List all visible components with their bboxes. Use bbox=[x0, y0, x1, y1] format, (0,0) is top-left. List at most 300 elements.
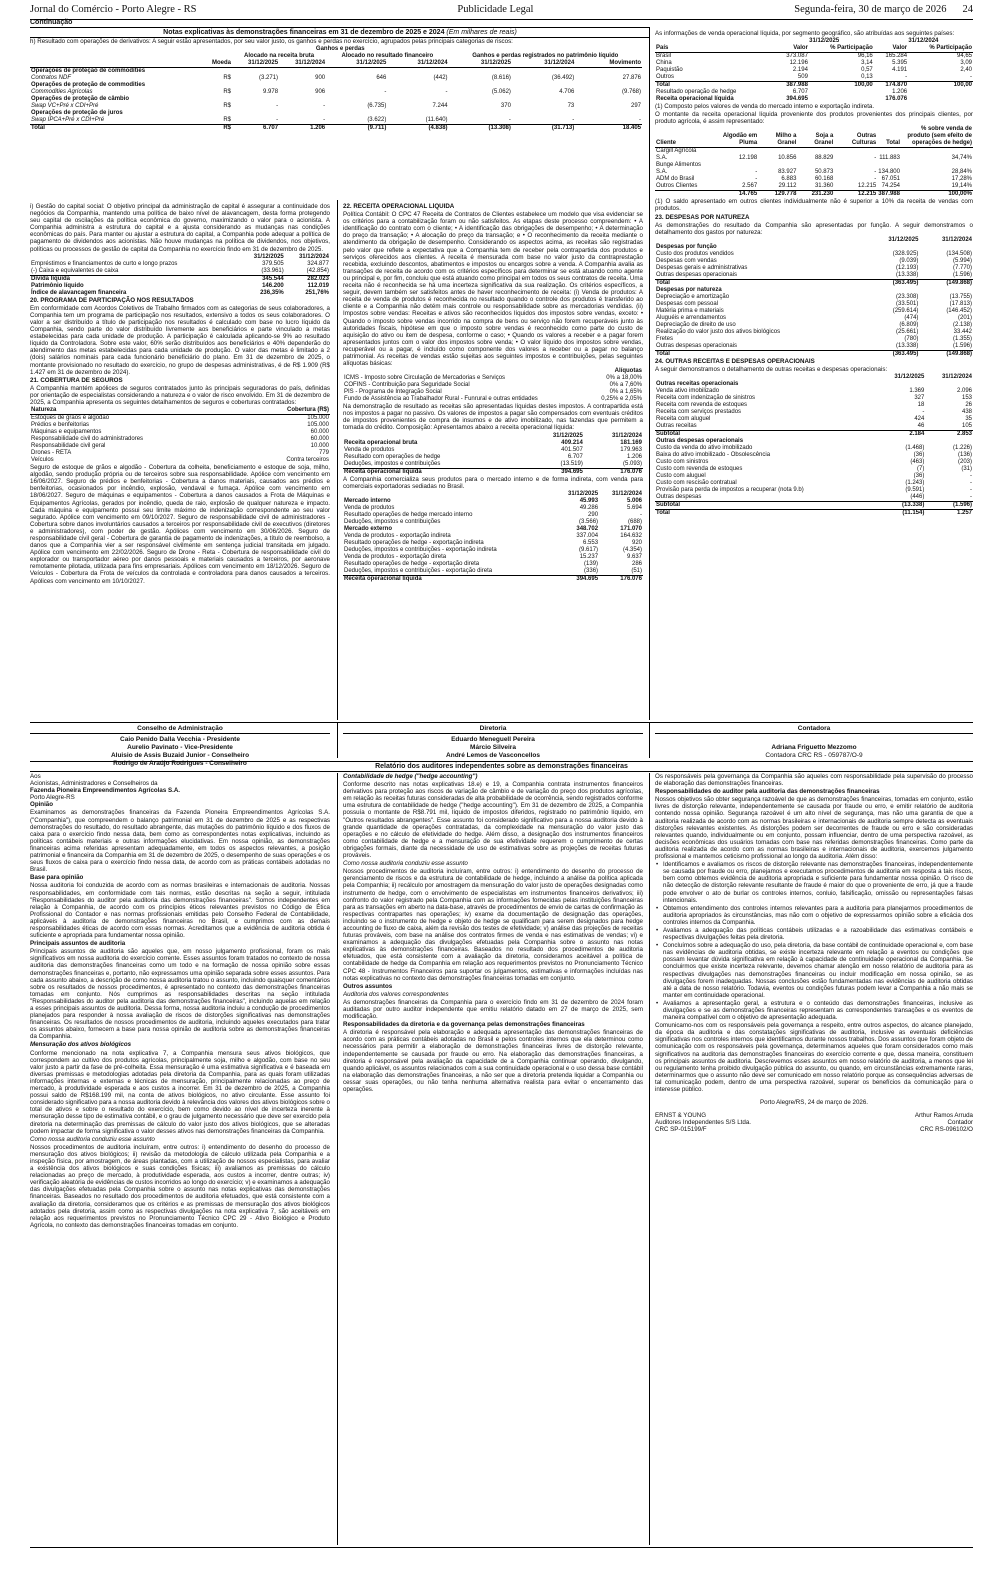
row-value: 920 bbox=[631, 539, 642, 546]
report-rule-top bbox=[30, 761, 973, 762]
col-date: 31/12/2024 bbox=[544, 60, 575, 67]
row-label: Custo dos produtos vendidos bbox=[656, 250, 734, 257]
row-label: Receita operacional líquida bbox=[656, 96, 734, 103]
auditor-resp-heading: Responsabilidades do auditor pela auditoria das demonstrações financeiras bbox=[655, 788, 880, 796]
col-date: 31/12/2025 bbox=[253, 253, 284, 260]
col-valor: Valor bbox=[793, 45, 808, 52]
col-date: 31/12/2025 bbox=[888, 236, 919, 243]
row-value: 94,65 bbox=[956, 53, 972, 60]
table-row bbox=[30, 110, 642, 117]
table-row bbox=[655, 279, 973, 287]
row-value: 100,00 bbox=[908, 82, 973, 90]
row-value: (1.243) bbox=[905, 480, 925, 487]
col-date: 31/12/2025 bbox=[480, 60, 511, 67]
section-name: Publicidade Legal bbox=[457, 4, 534, 15]
table-row bbox=[343, 568, 643, 576]
row-label: Contratos NDF bbox=[31, 75, 72, 82]
row-value: 10.856 bbox=[778, 155, 797, 162]
geo-text2: O montante da receita operacional líquida proveniente dos produtos provenientes dos principais clientes, por produto agrícola, é assim representado: bbox=[655, 111, 973, 126]
row-value bbox=[279, 82, 326, 89]
row-label: Bunge Alimentos S.A. bbox=[656, 162, 702, 176]
row-value: - bbox=[323, 103, 326, 110]
row-value: 7.244 bbox=[432, 103, 448, 110]
opinion-text: Examinamos as demonstrações financeiras da Fazenda Pioneira Empreendimentos Agrícolas S.A. ("Companhia"), que compreendem o balanço patrimonial em 31 de dezembro de 2025 e as respectivas demonstrações do resultado, do resultado abrangente, das mutações do patrimônio líquido e dos fluxos de caixa para o exercício findo nessa data, bem como as correspondentes notas explicativas, incluindo as políticas contábeis materiais e outras informações elucidativas. Em nossa opinião, as demonstrações financeiras acima referidas apresentam adequadamente, em todos os aspectos relevantes, a posição patrimonial e financeira da Companhia em 31 de dezembro de 2025, o desempenho de suas operações e os seus fluxos de caixa para o exercício findo nessa data, de acordo com as práticas contábeis adotadas no Brasil. bbox=[30, 809, 330, 874]
row-label: Dívida líquida bbox=[30, 275, 240, 283]
table-row bbox=[655, 409, 973, 416]
table-row bbox=[30, 96, 642, 103]
row-value: 6.553 bbox=[583, 539, 599, 546]
note20-text: Em conformidade com Acordos Coletivos de Trabalho firmados com as categorias de seus colaboradores, a Companhia tem um programa de participação nos resultados, extensivo a todos os seus colaboradores. O valor a ser distribuído a título de participação nos resultados é calculado com base no lucro líquido da Companhia, sendo parte do valor distribuído livremente aos beneficiários e parte vinculado a metas estabelecidas para cada unidade de produção. A participação é calculada aplicando-se 9% ao resultado líquido da Controladora. Sobre este valor, 60% serão distribuídos aos beneficiários e 40% dependerão do atendimento das metas estabelecidas para cada unidade de produção. O valor das metas é limitado a 2 (dois) salários nominais para cada funcionário beneficiário do plano. Em 31 de dezembro de 2025, o montante provisionado no resultado do exercício, no grupo de despesas administrativas, é de R$ 1.909 (R$ 1.427 em 31 de dezembro de 2024). bbox=[30, 304, 330, 376]
row-value bbox=[279, 110, 326, 117]
note22-text2: Na demonstração de resultado as receitas são apresentadas líquidas destes impostos. A contrapartida está nos impostos a pagar no passivo. Os valores de impostos a pagar são compensados com eventuais créditos de impostos provenientes de compra de insumos e de ativo imobilizado, nas fazendas que permitem a tomada do crédito. Composição: Apresentamos abaixo a receita operacional líquida: bbox=[343, 403, 643, 432]
row-value: 111.883 bbox=[879, 155, 900, 162]
col-header: Outras Culturas bbox=[851, 133, 877, 147]
table-row bbox=[655, 53, 973, 61]
row-value: 6.883 bbox=[781, 176, 797, 183]
row-label: Receita com indenização de sinistros bbox=[656, 395, 756, 402]
row-label: Deduções, impostos e contribuições - exportação direta bbox=[344, 567, 493, 574]
row-value: (33.501) bbox=[896, 300, 919, 307]
table-row bbox=[343, 512, 643, 519]
row-value bbox=[387, 110, 448, 117]
table-row bbox=[343, 561, 643, 568]
col-date: 31/12/2024 bbox=[295, 60, 326, 67]
row-value: 646 bbox=[376, 75, 387, 82]
row-value: 290 bbox=[588, 511, 599, 518]
row-value: 373.087 bbox=[786, 53, 808, 60]
row-value: (1.226) bbox=[952, 445, 972, 452]
row-label: Aluguéis e arrendamentos bbox=[656, 314, 727, 321]
row-value: (5.994) bbox=[952, 257, 972, 264]
row-value: 2,40 bbox=[960, 67, 972, 74]
row-value: (7.770) bbox=[952, 264, 972, 271]
row-value: (136) bbox=[957, 452, 972, 459]
row-value: - bbox=[639, 117, 641, 124]
signatory-line: Adriana Friguetto Mezzomo bbox=[771, 744, 857, 751]
section-label: Despesas por natureza bbox=[656, 286, 722, 293]
row-currency: R$ bbox=[223, 75, 231, 82]
row-value: (23.308) bbox=[896, 293, 919, 300]
row-value: 236,35% bbox=[260, 289, 284, 296]
row-value bbox=[575, 68, 642, 76]
row-label: Total bbox=[655, 350, 866, 358]
auditor-resp-text-2: Comunicamo-nos com os responsáveis pela governança a respeito, entre outros aspectos, do alcance planejado, da época da auditoria e das constatações significativas de auditoria, inclusive as eventuais deficiências significativas nos controles internos que identificamos durante nossos trabalhos. Dos assuntos que foram objeto de comunicação com os responsáveis pela governança, determinamos aqueles que foram considerados como mais significativos na auditoria das demonstrações financeiras do exercício corrente e que, dessa maneira, constituem os principais assuntos de auditoria. Descrevemos esses assuntos em nosso relatório de auditoria, a menos que lei ou regulamento tenha proibido divulgação pública do assunto, ou quando, em circunstâncias extremamente raras, determinarmos que o assunto não deve ser comunicado em nosso relatório porque as consequências adversas de tal comunicação podem, dentro de uma perspectiva razoável, superar os benefícios da comunicação para o interesse público. bbox=[655, 1022, 973, 1094]
row-value: (149.868) bbox=[919, 350, 973, 358]
row-value: 105.000 bbox=[307, 415, 329, 422]
row-value: - bbox=[508, 117, 511, 124]
row-value: 2.184 bbox=[878, 431, 926, 439]
col-date: 31/12/2024 bbox=[941, 374, 972, 381]
table-row bbox=[655, 272, 973, 280]
table-row bbox=[343, 454, 643, 461]
col-date: 31/12/2025 bbox=[248, 60, 279, 67]
row-value: 387.988 bbox=[775, 82, 809, 90]
row-label: Outros Clientes bbox=[656, 183, 698, 190]
row-value: 324.877 bbox=[307, 260, 329, 267]
row-value: 176.076 bbox=[885, 96, 908, 103]
continuation-label: Continuação bbox=[30, 19, 73, 26]
row-value: 5.694 bbox=[626, 504, 642, 511]
row-value: 0,57 bbox=[861, 67, 873, 74]
row-value: Contra terceiros bbox=[286, 457, 329, 464]
row-value: 6.707 bbox=[792, 89, 808, 96]
table-row bbox=[655, 251, 973, 258]
director-title: Diretoria bbox=[343, 725, 643, 734]
row-value: 1.206 bbox=[892, 89, 908, 96]
col-date: 31/12/2025 bbox=[809, 38, 840, 45]
row-value: - bbox=[970, 74, 972, 81]
table-row bbox=[343, 461, 643, 469]
col-date: 31/12/2024 bbox=[611, 490, 642, 497]
row-value: 179.963 bbox=[620, 446, 642, 453]
row-value bbox=[575, 96, 642, 103]
table-row-total bbox=[655, 191, 973, 199]
table-row bbox=[30, 443, 330, 450]
row-value: 900 bbox=[315, 75, 326, 82]
column-divider bbox=[649, 723, 650, 758]
row-value: 424 bbox=[914, 416, 925, 423]
row-value: - bbox=[323, 117, 326, 124]
table-row bbox=[343, 519, 643, 526]
row-value: 74.254 bbox=[881, 183, 900, 190]
row-value bbox=[809, 96, 874, 103]
tax-rate-table bbox=[343, 368, 643, 403]
row-value bbox=[387, 96, 448, 103]
row-value: 26 bbox=[965, 402, 972, 409]
row-value: (8.616) bbox=[491, 75, 511, 82]
table-row bbox=[655, 343, 973, 351]
table-row bbox=[655, 176, 973, 183]
audit-bullet: • Concluímos sobre a adequação do uso, pela diretoria, da base contábil de continuidade operacional e, com base nas evidências de auditoria obtidas, se existe incerteza relevante em relação a eventos ou condições que possam levantar dúvida significativa em relação à capacidade de continuidade operacional da Companhia. Se concluirmos que existe incerteza relevante, devemos chamar atenção em nosso relatório de auditoria para as respectivas divulgações nas demonstrações financeiras ou incluir modificação em nossa opinião, se as divulgações forem inadequadas. Nossas conclusões estão fundamentadas nas evidências de auditoria obtidas até a data de nosso relatório. Todavia, eventos ou condições futuras podem levar a Companhia a não mais se manter em continuidade operacional. bbox=[655, 942, 973, 999]
report-column-2 bbox=[343, 773, 643, 1543]
row-value: (463) bbox=[910, 459, 925, 466]
row-value: 14.765 bbox=[708, 191, 758, 199]
row-value: - bbox=[922, 409, 925, 416]
row-value: (688) bbox=[627, 518, 642, 525]
row-label: Deduções, impostos e contribuições - exportação indireta bbox=[344, 546, 497, 553]
row-value: (7) bbox=[917, 466, 925, 473]
row-value: (1.596) bbox=[925, 502, 973, 510]
row-value: 12.198 bbox=[738, 155, 758, 162]
column-1 bbox=[30, 203, 330, 718]
col-date: 31/12/2025 bbox=[552, 432, 583, 439]
other-results-table bbox=[655, 374, 973, 517]
row-value: (36) bbox=[913, 473, 925, 480]
table-row bbox=[655, 510, 973, 518]
table-row bbox=[655, 423, 973, 431]
row-label: Swap VC+Pré x CDI+Pré bbox=[31, 103, 99, 110]
row-label: Outras despesas operacionais bbox=[656, 342, 738, 349]
capital-table bbox=[30, 254, 330, 297]
table-row bbox=[30, 457, 330, 464]
table-row bbox=[655, 67, 973, 74]
row-value bbox=[387, 82, 448, 89]
col-natureza: Natureza bbox=[31, 407, 57, 414]
notes-title: Notas explicativas às demonstrações financeiras em 31 de dezembro de 2025 e 2024 (Em milhares de reais) bbox=[163, 29, 517, 36]
row-value: 28,84% bbox=[951, 169, 972, 176]
note23-text: As demonstrações do resultado da Companhia são apresentadas por função. A seguir demonstramos o detalhamento dos gastos por natureza: bbox=[655, 221, 973, 236]
table-row bbox=[655, 487, 973, 494]
row-value bbox=[575, 110, 642, 117]
row-label: Receita operacional líquida bbox=[343, 575, 555, 583]
row-label: Custo com aluguel bbox=[656, 473, 706, 480]
row-value: 12.215 bbox=[834, 191, 877, 199]
row-value: (1.468) bbox=[905, 445, 925, 452]
row-value: 34,74% bbox=[951, 155, 972, 162]
row-value: - bbox=[970, 480, 972, 487]
column-divider bbox=[337, 200, 338, 720]
table-row bbox=[655, 388, 973, 395]
table-row bbox=[343, 505, 643, 512]
table-row bbox=[655, 416, 973, 423]
row-value bbox=[512, 96, 575, 103]
row-label: Estoques de grãos e algodão bbox=[31, 415, 110, 422]
clients-note: (1) O saldo apresentado em outros clientes individualmente não é superior a 10% da receita de vendas com produtos. bbox=[655, 198, 973, 213]
row-label: Commodities Agrícolas bbox=[31, 89, 93, 96]
row-currency: R$ bbox=[202, 125, 232, 133]
row-value: 0,25% e 2,05% bbox=[601, 396, 642, 403]
row-value: 60.168 bbox=[814, 176, 834, 183]
row-value: 2.853 bbox=[925, 431, 973, 439]
row-value: 171.070 bbox=[620, 525, 642, 532]
row-label: Deduções, impostos e contribuições bbox=[344, 460, 441, 467]
row-value: (13.338) bbox=[896, 342, 919, 349]
row-value: 146.200 bbox=[262, 282, 284, 289]
row-value: (36.492) bbox=[551, 75, 575, 82]
row-label: Depreciação e amortização bbox=[656, 293, 730, 300]
row-value: 1.369 bbox=[909, 388, 925, 395]
note21-title: 21. COBERTURA DE SEGUROS bbox=[30, 376, 123, 384]
row-currency bbox=[202, 82, 232, 89]
notes-title-units: (Em milhares de reais) bbox=[446, 29, 517, 36]
table-row bbox=[655, 350, 973, 358]
row-label: Operações de proteção de juros bbox=[31, 110, 123, 117]
row-value: (13.519) bbox=[560, 460, 583, 467]
row-label: Patrimônio líquido bbox=[31, 282, 84, 289]
note24-title: 24. OUTRAS RECEITAS E DESPESAS OPERACIONAIS bbox=[655, 357, 815, 365]
table-row bbox=[655, 459, 973, 466]
row-value: 35 bbox=[965, 416, 972, 423]
derivatives-intro: h) Resultado com operações de derivativos: A seguir estão apresentados, por seu valor justo, os ganhos e perdas no exercício, agrupados pelas principais categorias de riscos: bbox=[30, 38, 513, 45]
row-value: (474) bbox=[904, 314, 919, 321]
row-value: (13.755) bbox=[949, 293, 972, 300]
table-row bbox=[30, 103, 642, 110]
row-value bbox=[279, 96, 326, 103]
accountant-signature bbox=[655, 725, 973, 760]
table-row bbox=[655, 445, 973, 452]
row-value: 105.000 bbox=[307, 422, 329, 429]
governance-text: Os responsáveis pela governança da Companhia são aqueles com responsabilidade pela supervisão do processo de elaboração das demonstrações financeiras. bbox=[655, 773, 973, 788]
col-date: 31/12/2025 bbox=[568, 490, 599, 497]
table-row bbox=[655, 494, 973, 502]
row-value bbox=[449, 96, 512, 103]
row-label: Venda de produtos bbox=[344, 446, 395, 453]
row-label: Venda de produtos - exportação direta bbox=[344, 553, 447, 560]
audit-bullet: • Avaliamos a adequação das políticas contábeis utilizadas e a razoabilidade das estimativas contábeis e respectivas divulgações feitas pela diretoria. bbox=[655, 927, 973, 941]
table-row bbox=[343, 533, 643, 540]
row-value: (31) bbox=[961, 466, 972, 473]
row-value: (9.711) bbox=[326, 125, 387, 133]
note20-title: 20. PROGRAMA DE PARTICIPAÇÃO NOS RESULTADOS bbox=[30, 296, 194, 304]
row-value bbox=[326, 110, 387, 117]
row-label: Máquinas e equipamentos bbox=[31, 429, 102, 436]
row-value: - bbox=[874, 169, 877, 176]
insurance-table bbox=[30, 407, 330, 464]
table-row bbox=[655, 294, 973, 301]
row-value: 18.405 bbox=[575, 125, 642, 133]
market-table bbox=[343, 491, 643, 583]
table-row bbox=[655, 402, 973, 409]
row-value bbox=[512, 68, 575, 76]
row-value: - bbox=[905, 74, 908, 81]
row-value: (13.308) bbox=[449, 125, 512, 133]
row-label: Outras despesas bbox=[656, 494, 702, 501]
row-value: (11.154) bbox=[878, 510, 926, 518]
row-label: Custo com sinistros bbox=[656, 459, 709, 466]
row-value bbox=[279, 68, 326, 76]
row-value: 176.076 bbox=[599, 575, 643, 583]
col-header: Total bbox=[886, 140, 900, 147]
table-row bbox=[655, 466, 973, 473]
section-label: Outras receitas operacionais bbox=[656, 381, 739, 388]
note24-text: A seguir demonstramos o detalhamento de outras receitas e despesas operacionais: bbox=[655, 365, 888, 373]
row-label: Prédios e benfeitorias bbox=[31, 422, 90, 429]
col-pct: % Participação bbox=[929, 45, 972, 52]
row-label: COFINS - Contribuição para Seguridade Social bbox=[344, 382, 470, 389]
column-2 bbox=[343, 203, 643, 718]
page-bottom-rule bbox=[30, 1547, 973, 1548]
row-value: (42.854) bbox=[306, 267, 329, 274]
row-value: 327 bbox=[914, 395, 925, 402]
row-value: (139) bbox=[584, 560, 599, 567]
col-date: 31/12/2024 bbox=[417, 60, 448, 67]
row-value bbox=[326, 68, 387, 76]
row-value: (51) bbox=[631, 567, 642, 574]
basis-text: Nossa auditoria foi conduzida de acordo com as normas brasileiras e internacionais de auditoria. Nossas responsabilidades, em conformidade com tais normas, estão descritas na seção a seguir, intitulada "Responsabilidades do auditor pela auditoria das demonstrações financeiras". Somos independentes em relação à Companhia, de acordo com os princípios éticos relevantes previstos no Código de Ética Profissional do Contador e nas normas profissionais emitidas pelo Conselho Federal de Contabilidade, aplicáveis à auditoria de demonstrações financeiras no Brasil, e cumprimos com as demais responsabilidades éticas de acordo com essas normas. Acreditamos que a evidência de auditoria obtida é suficiente e apropriada para fundamentar nossa opinião. bbox=[30, 882, 330, 940]
row-value: 4.706 bbox=[559, 89, 575, 96]
row-value bbox=[908, 89, 973, 96]
row-value: (442) bbox=[433, 75, 448, 82]
row-value: (1.596) bbox=[952, 342, 972, 349]
col-receita: Alocado na receita bruta bbox=[244, 53, 315, 60]
signatory-line: Aos bbox=[30, 773, 41, 780]
kam-heading: Principais assuntos de auditoria bbox=[30, 940, 126, 948]
row-value: 17,28% bbox=[951, 176, 972, 183]
row-label: Resultado operações de hedge - exportação direta bbox=[344, 560, 480, 567]
row-value: 27.876 bbox=[622, 75, 641, 82]
row-value: 387.988 bbox=[878, 191, 900, 198]
row-value: 96,16 bbox=[857, 53, 873, 60]
row-value: 370 bbox=[500, 103, 511, 110]
table-row bbox=[30, 283, 330, 290]
accountant-title: Contadora bbox=[655, 725, 973, 734]
row-value: 4.191 bbox=[892, 67, 908, 74]
row-value: 10.000 bbox=[310, 443, 329, 450]
signatory-line: Caio Penido Dalla Vecchia - Presidente bbox=[120, 736, 240, 743]
table-row bbox=[655, 183, 973, 191]
row-value bbox=[449, 110, 512, 117]
row-label: Despesas gerais e administrativas bbox=[656, 264, 748, 271]
row-value: 46 bbox=[917, 423, 925, 430]
row-value bbox=[326, 82, 387, 89]
row-value: 73 bbox=[567, 103, 575, 110]
row-value: (6.735) bbox=[367, 103, 387, 110]
row-label: Receita com serviços prestados bbox=[656, 409, 742, 416]
how-heading: Como nossa auditoria conduziu esse assunto bbox=[30, 1135, 155, 1143]
row-currency bbox=[202, 110, 232, 117]
column-divider bbox=[337, 723, 338, 758]
bio-heading: Mensuração dos ativos biológicos bbox=[30, 1041, 132, 1049]
row-value: 0% a 18,00% bbox=[606, 375, 642, 382]
signatory-line: Márcio Silveira bbox=[470, 744, 516, 751]
row-value: - bbox=[276, 117, 279, 124]
row-value: 345.544 bbox=[240, 275, 285, 283]
row-value: (336) bbox=[584, 567, 599, 574]
table-row bbox=[655, 89, 973, 96]
table-section-head bbox=[655, 438, 973, 445]
derivatives-group-head: Ganhos e perdas bbox=[315, 46, 365, 53]
row-value: (446) bbox=[910, 494, 925, 501]
signatory-line: Aluisio de Assis Buzaid Junior - Conselheiro bbox=[110, 752, 250, 759]
row-label: Total bbox=[655, 510, 878, 518]
row-value: (328.925) bbox=[892, 250, 919, 257]
row-currency bbox=[202, 96, 232, 103]
table-row bbox=[343, 575, 643, 583]
note23-title: 23. DESPESAS POR NATUREZA bbox=[655, 213, 750, 221]
table-section-head bbox=[655, 381, 973, 388]
row-label: Venda ativo imobilizado bbox=[656, 388, 720, 395]
row-label: Receita operacional bruta bbox=[344, 439, 418, 446]
note22-text: Política Contábil: O CPC 47 Receita de Contratos de Clientes estabelece um modelo que visa evidenciar se os critérios para a contabilização foram ou não satisfeitos. As etapas deste processo compreendem: • A identificação do contrato com o cliente; • A identificação das obrigações de desempenho; • A determinação do preço da transação; • A alocação do preço da transação; e • O reconhecimento da receita mediante o atendimento da obrigação de desempenho. Considerando os aspectos acima, as receitas são registradas pelo valor que reflete a expectativa que a Companhia tem de receber pela contrapartida dos produtos e serviços oferecidos aos clientes. A receita é mensurada com base no valor justo da contraprestação recebida, excluindo descontos, abatimentos e impostos ou encargos sobre a venda. A Companhia avalia as transações de receita de acordo com os critérios específicos para determinar se está atuando como agente ou principal e, por fim, concluiu que está atuando como principal em todos os seus contratos de receita. Uma receita não é reconhecida se há uma incerteza significativa da sua realização. Os critérios específicos, a seguir, devem também ser satisfeitos antes de haver reconhecimento de receita: (i) Venda de produtos: A receita de venda de produtos é reconhecida no resultado quando o controle dos produtos é transferido ao cliente e a Companhia não detém mais controle ou responsabilidade sobre as mercadorias vendidas. (ii) Impostos sobre vendas: Receitas e ativos são reconhecidos líquidos dos impostos sobre vendas, exceto: • Quando o imposto sobre vendas incorrido na compra de bens ou serviço não forem recuperáveis junto às autoridades fiscais, hipótese em que o imposto sobre vendas é reconhecido como parte do custo de aquisição do ativo ou item de despesa, conforme o caso; • Quando os valores a receber e a pagar forem apresentados juntos com o valor dos impostos sobre venda; • O valor líquido dos impostos sobre vendas, recuperável ou a pagar, é incluído como componente dos valores a receber ou a pagar no balanço patrimonial. As receitas de vendas estão sujeitas aos seguintes impostos e contribuições, pelas seguintes alíquotas básicas: bbox=[343, 211, 643, 368]
col-date: 31/12/2024 bbox=[298, 253, 329, 260]
row-value: 165.284 bbox=[885, 53, 908, 60]
row-label: ICMS - Imposto sobre Circulação de Mercadorias e Serviços bbox=[344, 375, 506, 382]
note21-text: A Companhia mantém apólices de seguros contratados junto às principais seguradoras do país, definidas por orientação de especialistas considerando a natureza e o valor de risco envolvido. Em 31 de dezembro de 2025, a Companhia apresenta os seguintes detalhamentos de seguros e coberturas contratados: bbox=[30, 384, 330, 406]
table-row bbox=[343, 468, 643, 476]
signatory-line: Auditores Independentes S/S Ltda. bbox=[655, 1119, 751, 1127]
row-value: (1.355) bbox=[952, 335, 972, 342]
table-row bbox=[655, 74, 973, 82]
board-title: Conselho de Administração bbox=[30, 725, 330, 734]
column-divider bbox=[649, 773, 650, 1545]
table-row bbox=[30, 89, 642, 96]
row-label: Responsabilidade civil geral bbox=[31, 443, 106, 450]
row-label: Empréstimos e financiamentos de curto e longo prazos bbox=[31, 260, 178, 267]
row-value: 6.707 bbox=[567, 453, 583, 460]
col-moeda: Moeda bbox=[211, 60, 231, 67]
how-text-2: Nossos procedimentos de auditoria incluíram, entre outros: i) entendimento do desenho do processo de gerenciamento de riscos e da estrutura de contabilidade de hedge, incluindo a análise da política aplicada pela Companhia; ii) recálculo por amostragem da mensuração do valor justo de operações designadas como instrumento de hedge, com o envolvimento de especialistas em instrumentos financeiros derivativos; iii) confronto do valor registrado pela Companhia com as informações fornecidas pelas instituições financeiras para as transações em aberto na data-base, através de procedimentos de envio de cartas de confirmação às respectivas contrapartes nas operações; iv) exame da documentação de designação das operações, incluindo se o instrumento de hedge e objeto de hedge se qualificam para serem designados para hedge accounting de fluxo de caixa, além da revisão dos testes de efetividade; v) análise das projeções de receitas futuras prováveis, com base na análise dos contratos firmes de venda e nas estimativas de vendas; vi) e examinamos a adequação das divulgações efetuadas pela Companhia sobre o assunto nas notas explicativas às demonstrações financeiras. Baseados no resultado dos procedimentos de auditoria efetuados, que está consistente com a avaliação da diretoria, consideramos aceitável a política de contabilidade de hedge da Companhia em relação aos requerimentos previstos no Pronunciamento Técnico CPC 48 - Instrumentos Financeiros para suportar os julgamentos, estimativas e informações incluídas nas notas explicativas no contexto das demonstrações financeiras tomadas em conjunto. bbox=[343, 868, 643, 982]
row-value: 134.800 bbox=[878, 169, 900, 176]
report-title: Relatório dos auditores independentes sobre as demonstrações financeiras bbox=[375, 763, 628, 770]
row-value: (1.596) bbox=[952, 271, 972, 278]
row-label: Provisão para perda de impostos a recuperar (nota 9.b) bbox=[656, 487, 804, 494]
note21-text2: Seguro de estoque de grãos e algodão - Cobertura da colheita, beneficiamento e estoque de soja, milho, algodão, sendo produção própria ou de terceiros sobre sua responsabilidade. Apólice com vencimento em 16/06/2027. Seguro de prédios e benfeitorias - Cobertura a danos materiais, causados aos prédios e benfeitorias, ocasionados por incêndio, explosão, vendaval e fumaça. Apólice com vencimento em 18/06/2027. Seguro de máquinas e equipamentos - Cobertura a danos causados a Frota de Máquinas e Equipamentos Agrícolas, gerados por incêndio, queda de raio, explosão de qualquer natureza e impacto. Cada máquina e equipamento possui seu limite máximo de indenização correspondente ao seu valor segurado. Apólice com vencimento em 09/10/2027. Seguro de responsabilidade civil de administradores - Cobertura sobre danos involuntários causados a terceiros por responsabilidade civil de executivos (diretores e administradores), com poder de gestão. Apólices com vencimento em 30/06/2026. Seguro de responsabilidade civil geral - Cobertura de garantia de pagamento de indenizações, a título de reembolso, a danos que a Companhia vier a ser responsável civilmente em sentença judicial transitada em julgado. Apólice com vencimento em 22/02/2026. Seguro de Drone - Reta - Cobertura de responsabilidade civil do explorador ou transportador aéreo por danos pessoais e materiais causados a terceiros, por aeronave remotamente pilotada, utilizada para fins empresariais. Apólices com vencimento em 18/12/2026. Seguro de Veículos - Cobertura da Frota de veículos da controlada e controladora para danos causados a terceiros. Apólices com vencimento em 10/10/2027. bbox=[30, 464, 330, 585]
row-value: 31.360 bbox=[814, 183, 834, 190]
row-value: 282.023 bbox=[285, 275, 330, 283]
row-value: 33.442 bbox=[953, 328, 972, 335]
row-label: Depreciação de direito de uso bbox=[656, 321, 736, 328]
row-label bbox=[655, 191, 708, 199]
row-value: 129.778 bbox=[758, 191, 797, 199]
row-value: 0% a 1,65% bbox=[609, 389, 642, 396]
row-value: (11.640) bbox=[425, 117, 448, 124]
table-row bbox=[343, 375, 643, 382]
row-label: Receita operacional líquida bbox=[343, 468, 525, 476]
row-value: - bbox=[970, 473, 972, 480]
row-value: (13.338) bbox=[878, 502, 926, 510]
derivatives-rows bbox=[30, 68, 642, 133]
table-row bbox=[655, 395, 973, 402]
